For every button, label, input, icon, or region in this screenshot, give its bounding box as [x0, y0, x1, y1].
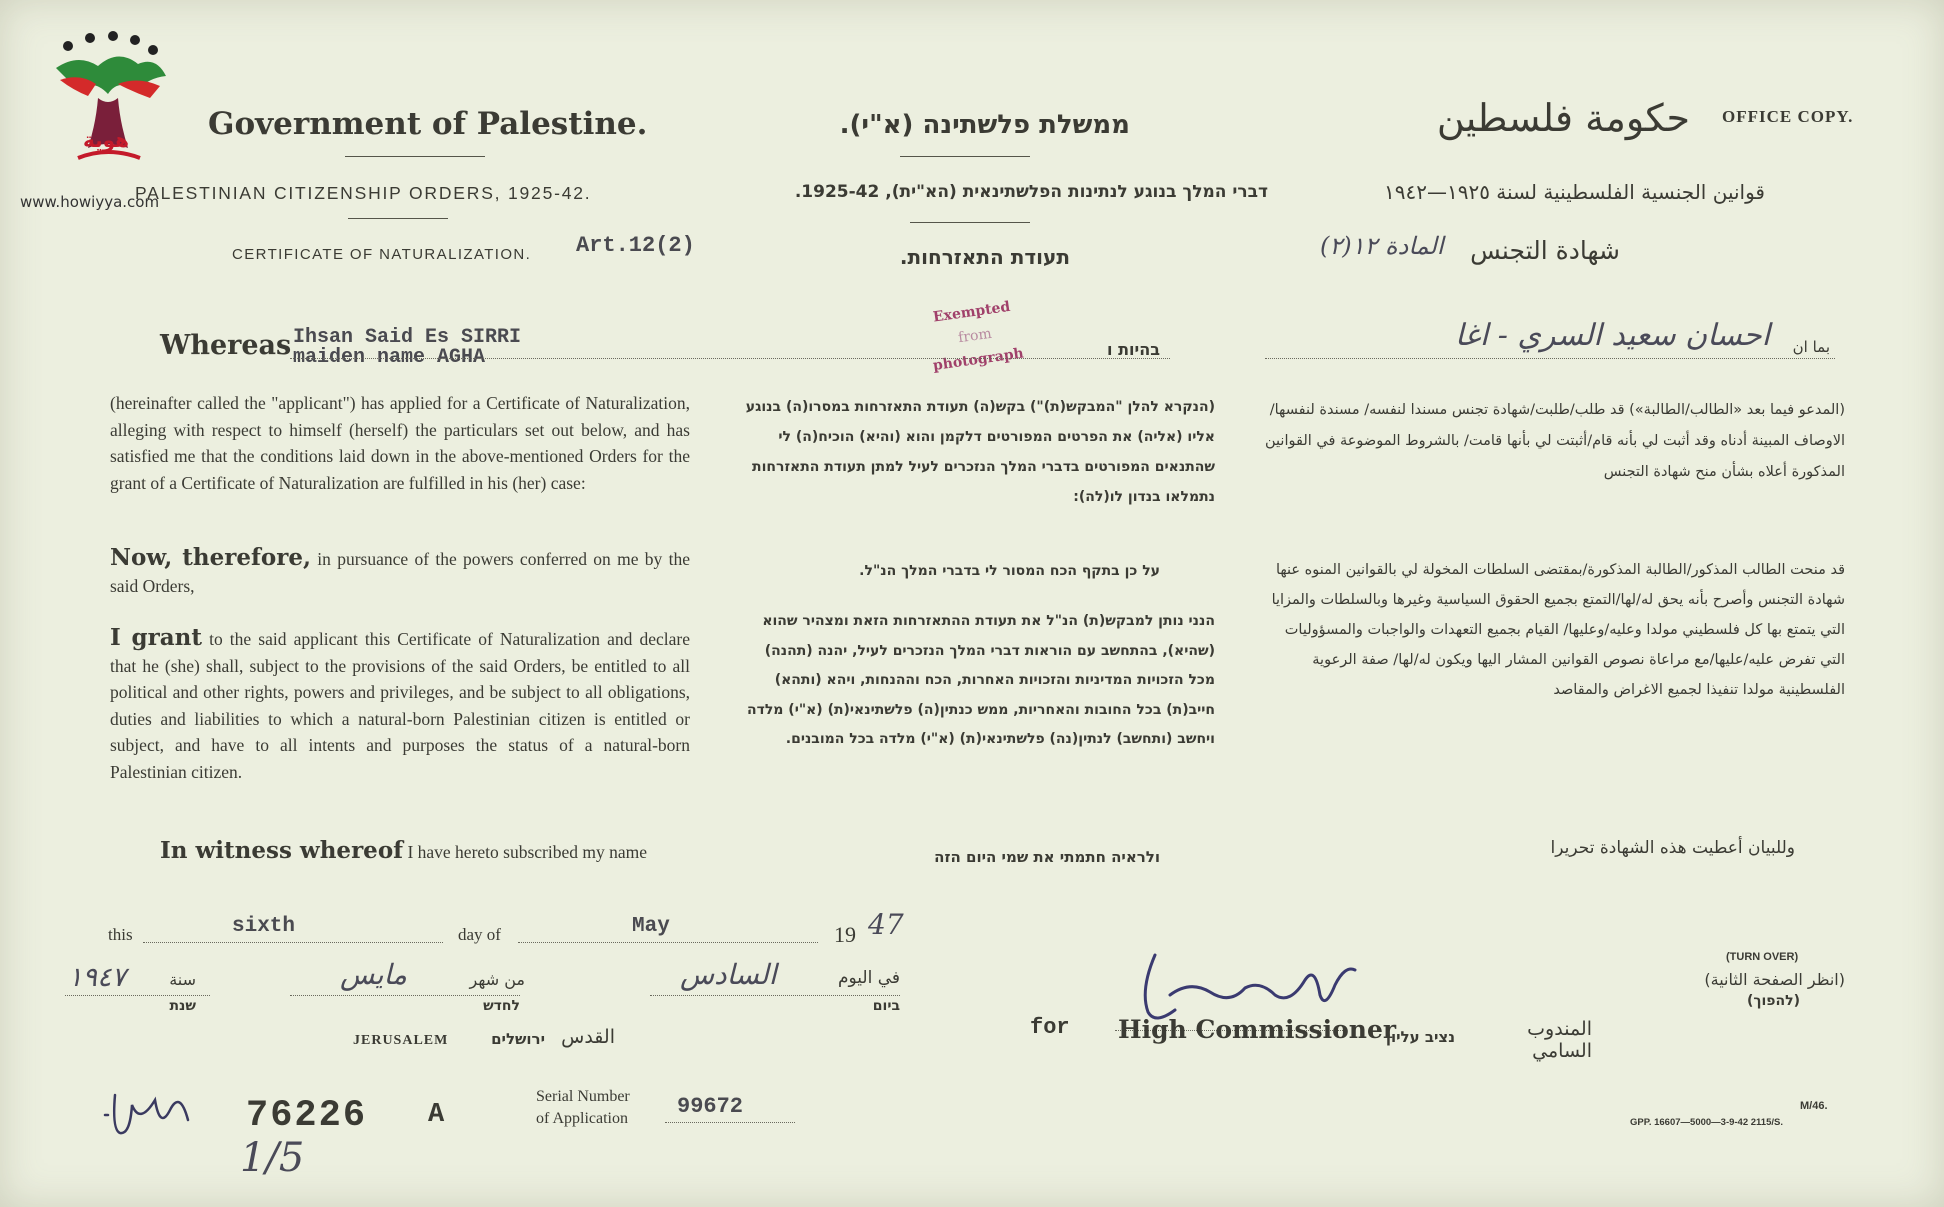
orders-english: PALESTINIAN CITIZENSHIP ORDERS, 1925-42.	[135, 183, 592, 203]
whereas-arabic: بما ان	[1792, 338, 1830, 356]
high-commissioner-arabic: المندوب السامي	[1527, 1018, 1592, 1062]
day-hebrew-label: ביום	[872, 998, 900, 1014]
paragraph-1-hebrew: (הנקרא להלן "המבקש(ת)") בקש(ה) תעודת התאזרחות במסרו(ה) בנוגע אליו (אליה) את הפרטים המפורטים דלקמן והוא (והיא) הוכיח(ה) לי שהתנאים המפורטים בדברי המלך הנזכרים לעיל למתן תעודת התאזרחות נתמלאו בנדון לו(לה):	[745, 399, 1215, 505]
serial-label-line-2: of Application	[536, 1110, 628, 1127]
turn-over-english: (TURN OVER)	[1726, 951, 1799, 963]
year-value: 47	[868, 908, 904, 941]
exempted-stamp	[901, 291, 1050, 382]
stamp-line-2: from	[957, 325, 993, 347]
whereas-arabic-dotted-line	[1265, 358, 1835, 359]
in-witness-lead: In witness whereof	[160, 837, 404, 864]
high-commissioner-english: High Commissioner	[1118, 1015, 1397, 1044]
paragraph-3-hebrew: הנני נותן למבקש(ת) הנ"ל את תעודת ההתאזרחות הזאת ומצהיר שהוא (שהיא), בהתחשב עם הוראות דברי המלך הנזכרים לעיל, יהנה (תהנה) מכל הזכויות המדיניות והזכויות האחרות, הכח וההנחות, ויהא (ותהא) חייב(ת) בכל החובות והאחריות, ממש כנתין(ה) פלשתינאי(ת) (א"י) מלדה ויחשב (ותחשב) לנתין(נה) פלשתינאי(ת) (א"י) מלדה בכל המובנים.	[746, 613, 1215, 747]
year-arabic-handwritten: ١٩٤٧	[68, 962, 127, 993]
day-arabic-handwritten: السادس	[680, 958, 777, 991]
howiyya-logo	[38, 28, 178, 178]
year-arabic-label: سنة	[169, 970, 196, 989]
printer-code: GPP. 16607—5000—3-9-42 2115/S.	[1630, 1117, 1783, 1128]
witness-hebrew: ולראיה חתמתי את שמי היום הזה	[934, 848, 1160, 866]
now-therefore-lead: Now, therefore,	[110, 544, 311, 571]
serial-label-line-1: Serial Number	[536, 1088, 630, 1105]
turn-over-hebrew: (להפוך)	[1747, 993, 1800, 1009]
witness-english	[160, 838, 720, 866]
office-copy-label: OFFICE COPY.	[1722, 107, 1854, 126]
serial-dotted-line	[665, 1122, 795, 1123]
applicant-name-line-1: Ihsan Said Es SIRRI	[293, 326, 522, 349]
certificate-arabic: شهادة التجنس	[1470, 236, 1620, 265]
certificate-series: A	[428, 1100, 445, 1130]
paragraph-3-english	[110, 625, 690, 785]
high-commissioner-hebrew: נציב עליון	[1385, 1028, 1455, 1046]
year-arabic-dotted-line	[65, 995, 210, 996]
day-arabic-label: في اليوم	[837, 968, 900, 988]
title-hebrew: ממשלת פלשתינה (א"י).	[839, 110, 1130, 140]
certificate-number: 76226	[246, 1095, 368, 1137]
title-english-rule	[345, 156, 485, 157]
applicant-name-arabic-handwritten: احسان سعيد السري - اغا	[1455, 318, 1770, 353]
day-value: sixth	[232, 915, 296, 938]
month-dotted-line	[518, 942, 818, 943]
whereas-dotted-line	[290, 358, 1170, 359]
witness-arabic: وللبيان أعطيت هذه الشهادة تحريرا	[1550, 838, 1795, 858]
orders-arabic: قوانين الجنسية الفلسطينية لسنة ١٩٢٥—١٩٤٢	[1384, 180, 1765, 204]
certificate-hebrew: תעודת התאזרחות.	[899, 245, 1070, 269]
certificate-english: CERTIFICATE OF NATURALIZATION.	[232, 246, 532, 263]
month-arabic-handwritten: مايس	[340, 958, 408, 991]
title-hebrew-rule	[900, 156, 1030, 157]
this-label: this	[108, 925, 133, 944]
certificate-arabic-handwritten: المادة ١٢(٢)	[1320, 232, 1444, 260]
paragraph-1-arabic: (المدعو فيما بعد «الطالب/الطالبة») قد طلب/طلبت/شهادة تجنس مسندا لنفسه/ مسندة لنفسها/الاوصاف المبينة أدناه وقد أثبت لي بأنه قام/أثبتت لي بأنها قامت/ بالشروط الموضوعة في القوانين المذكورة أعلاه بشأن منح شهادة التجنس	[1265, 402, 1845, 480]
month-arabic-dotted-line	[290, 995, 520, 996]
year-hebrew-label: שנת	[169, 998, 196, 1014]
place-hebrew: ירושלים	[491, 1030, 545, 1048]
day-of-label: day of	[458, 925, 501, 944]
for-label: for	[1030, 1015, 1070, 1040]
serial-number-value: 99672	[677, 1094, 744, 1119]
title-english: Government of Palestine.	[208, 106, 648, 142]
footer-initials-icon	[100, 1085, 200, 1145]
footer-handwritten-note: 1/5	[240, 1135, 305, 1181]
whereas-label: Whereas	[160, 330, 292, 361]
place-english: JERUSALEM	[353, 1033, 449, 1048]
i-grant-lead: I grant	[110, 624, 202, 651]
applicant-name-line-2: maiden name AGHA	[293, 346, 486, 369]
year-prefix: 19	[834, 922, 856, 947]
title-arabic: حكومة فلسطين	[1436, 96, 1690, 140]
day-arabic-dotted-line	[650, 995, 900, 996]
logo-url: www.howiyya.com	[20, 193, 160, 211]
turn-over-arabic: (انظر الصفحة الثانية)	[1704, 970, 1845, 989]
whereas-hebrew: בהיות ו	[1107, 340, 1160, 359]
paragraph-2-hebrew: על כן בתקף הכח המסור לי בדברי המלך הנ"ל.	[859, 563, 1160, 579]
witness-text: I have hereto subscribed my name	[403, 842, 648, 862]
paragraph-3-text: to the said applicant this Certificate of Naturalization and declare that he (she) shall, subject to the provisions of the said Orders, be entitled to all political and other rights, powers and privileges, and be subject to all obligations, duties and liabilities to which a natural-born Palestinian citizen is entitled or subject, and have to all intents and purposes the status of a natural-born Palestinian citizen.	[110, 629, 691, 782]
day-dotted-line	[143, 942, 443, 943]
orders-rule-mid	[910, 222, 1030, 223]
form-code: M/46.	[1800, 1100, 1828, 1112]
month-value: May	[632, 915, 670, 938]
stamp-line-3: photograph	[931, 345, 1025, 375]
place-arabic: القدس	[561, 1026, 615, 1048]
logo-caption: هوية	[83, 128, 130, 152]
paragraphs-2-3-arabic: قد منحت الطالب المذكور/الطالبة المذكورة/بمقتضى السلطات المخولة لي بالقوانين المنوه عنها شهادة التجنس وأصرح بأنه يحق له/لها/التمتع بجميع الحقوق السياسية وغيرها وبالسلطات والمزايا التي يتمتع بها كل فلسطيني مولدا وعليه/وعليها/ القيام بجميع التعهدات والواجبات والمسؤوليات التي تفرض عليه/عليها/مع مراعاة نصوص القوانين المشار اليها ويكون له/لها/ صفة الرعوية الفلسطينية مولدا تنفيذا لجميع الاغراض والمقاصد	[1271, 562, 1845, 698]
paragraph-2-text: in pursuance of the powers conferred on me by the said Orders,	[110, 549, 690, 596]
stamp-line-1: Exempted	[932, 298, 1012, 326]
paragraph-2-english	[110, 545, 690, 599]
paragraph-1-english: (hereinafter called the "applicant") has applied for a Certificate of Naturalization, alleging with respect to himself (herself) the particulars set out below, and has satisfied me that the conditions laid down in the above-mentioned Orders for the grant of a Certificate of Naturalization are fulfilled in his (her) case:	[110, 393, 690, 493]
month-hebrew-label: לחדש	[483, 998, 520, 1014]
orders-hebrew: דברי המלך בנוגע לנתינות הפלשתינאית (הא"ית), 1925-42.	[794, 182, 1268, 202]
tree-logo-icon	[38, 28, 178, 178]
month-arabic-label: من شهر	[469, 970, 525, 989]
orders-rule-left	[348, 218, 448, 219]
certificate-article: Art.12(2)	[576, 233, 695, 258]
